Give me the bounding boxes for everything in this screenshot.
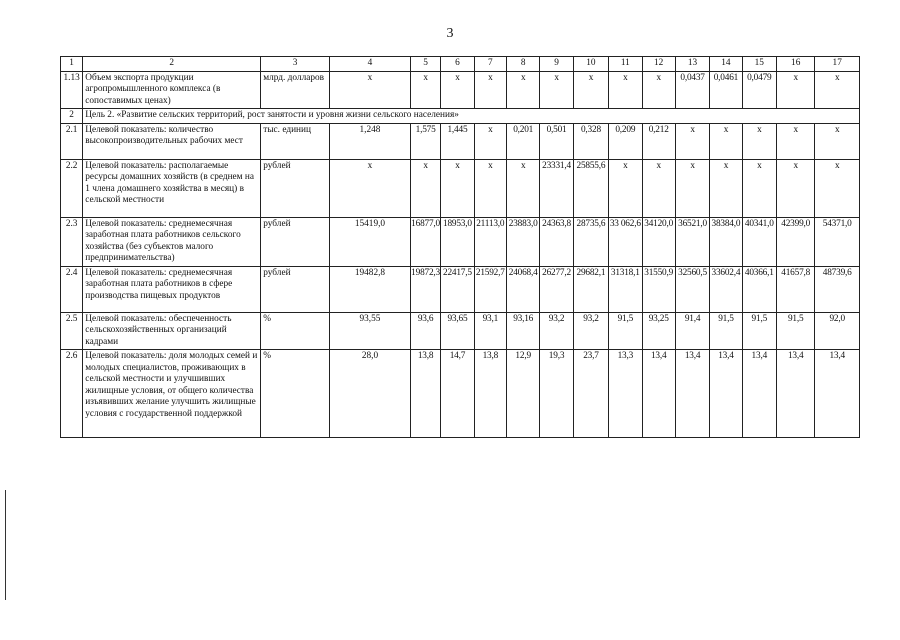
- unit: рублей: [261, 266, 330, 312]
- value-cell: x: [410, 159, 440, 217]
- value-cell: x: [573, 71, 608, 109]
- header-cell: 2: [83, 57, 261, 72]
- unit: рублей: [261, 217, 330, 266]
- row-index: 2.5: [61, 312, 83, 350]
- indicator-name: Целевой показатель: обеспеченность сельскохозяйственных организаций кадрами: [83, 312, 261, 350]
- value-cell: 93,16: [506, 312, 539, 350]
- value-cell: x: [330, 159, 411, 217]
- value-cell: 91,5: [710, 312, 742, 350]
- value-cell: x: [815, 159, 860, 217]
- value-cell: 93,25: [642, 312, 675, 350]
- value-cell: 19872,3: [410, 266, 440, 312]
- value-cell: 0,209: [609, 123, 642, 159]
- value-cell: x: [609, 71, 642, 109]
- value-cell: 13,8: [474, 350, 506, 438]
- value-cell: 33 062,6: [609, 217, 642, 266]
- row-index: 2.2: [61, 159, 83, 217]
- value-cell: 40341,0: [742, 217, 776, 266]
- value-cell: 0,212: [642, 123, 675, 159]
- table-row: [61, 312, 860, 350]
- value-cell: 13,4: [710, 350, 742, 438]
- value-cell: 13,8: [410, 350, 440, 438]
- value-cell: x: [642, 71, 675, 109]
- value-cell: 93,65: [441, 312, 474, 350]
- value-cell: 93,55: [330, 312, 411, 350]
- row-index: 2: [61, 109, 83, 124]
- value-cell: 0,0437: [675, 71, 709, 109]
- header-cell: 14: [710, 57, 742, 72]
- table-row: [61, 350, 860, 438]
- value-cell: 25855,6: [573, 159, 608, 217]
- header-cell: 6: [441, 57, 474, 72]
- value-cell: 48739,6: [815, 266, 860, 312]
- row-index: 2.1: [61, 123, 83, 159]
- value-cell: x: [815, 123, 860, 159]
- goal-title: Цель 2. «Развитие сельских территорий, рост занятости и уровня жизни сельского населения»: [83, 109, 860, 124]
- value-cell: 1,248: [330, 123, 411, 159]
- value-cell: 26277,2: [540, 266, 573, 312]
- indicator-name: Целевой показатель: располагаемые ресурсы домашних хозяйств (в среднем на 1 члена домашнего хозяйства в месяц) в сельской местности: [83, 159, 261, 217]
- value-cell: 32560,5: [675, 266, 709, 312]
- header-cell: 5: [410, 57, 440, 72]
- table-body: [61, 57, 860, 438]
- value-cell: 22417,5: [441, 266, 474, 312]
- value-cell: 15419,0: [330, 217, 411, 266]
- value-cell: 33602,4: [710, 266, 742, 312]
- indicators-table: [60, 56, 860, 438]
- value-cell: 1,445: [441, 123, 474, 159]
- value-cell: 21113,0: [474, 217, 506, 266]
- value-cell: 19482,8: [330, 266, 411, 312]
- value-cell: 40366,1: [742, 266, 776, 312]
- header-cell: 4: [330, 57, 411, 72]
- value-cell: x: [710, 123, 742, 159]
- value-cell: x: [776, 71, 814, 109]
- value-cell: 19,3: [540, 350, 573, 438]
- header-cell: 15: [742, 57, 776, 72]
- header-cell: 7: [474, 57, 506, 72]
- header-cell: 1: [61, 57, 83, 72]
- value-cell: 93,2: [573, 312, 608, 350]
- value-cell: 0,0479: [742, 71, 776, 109]
- table-row: [61, 159, 860, 217]
- value-cell: 23883,0: [506, 217, 539, 266]
- indicator-name: Целевой показатель: доля молодых семей и молодых специалистов, проживающих в сельской местности и улучшивших жилищные условия, от общего количества изъявивших желание улучшить жилищные условия с государственной поддержкой: [83, 350, 261, 438]
- scan-edge-line: [5, 490, 6, 600]
- value-cell: 14,7: [441, 350, 474, 438]
- value-cell: x: [675, 123, 709, 159]
- indicator-name: Целевой показатель: количество высокопроизводительных рабочих мест: [83, 123, 261, 159]
- indicator-name: Целевой показатель: среднемесячная заработная плата работников сельского хозяйства (без субъектов малого предпринимательства): [83, 217, 261, 266]
- value-cell: 0,0461: [710, 71, 742, 109]
- header-row: [61, 57, 860, 72]
- value-cell: 23,7: [573, 350, 608, 438]
- value-cell: 0,201: [506, 123, 539, 159]
- header-cell: 9: [540, 57, 573, 72]
- unit: %: [261, 350, 330, 438]
- row-index: 1.13: [61, 71, 83, 109]
- value-cell: 93,2: [540, 312, 573, 350]
- table-row: [61, 71, 860, 109]
- value-cell: 24363,8: [540, 217, 573, 266]
- value-cell: 12,9: [506, 350, 539, 438]
- row-index: 2.4: [61, 266, 83, 312]
- value-cell: 13,4: [742, 350, 776, 438]
- table-row: [61, 217, 860, 266]
- value-cell: 54371,0: [815, 217, 860, 266]
- table-row: [61, 266, 860, 312]
- page-number: 3: [446, 26, 454, 41]
- value-cell: 23331,4: [540, 159, 573, 217]
- value-cell: 0,501: [540, 123, 573, 159]
- value-cell: 93,1: [474, 312, 506, 350]
- value-cell: x: [330, 71, 411, 109]
- header-cell: 13: [675, 57, 709, 72]
- unit: тыс. единиц: [261, 123, 330, 159]
- value-cell: 16877,0: [410, 217, 440, 266]
- table-row: [61, 123, 860, 159]
- value-cell: 92,0: [815, 312, 860, 350]
- value-cell: x: [815, 71, 860, 109]
- value-cell: x: [675, 159, 709, 217]
- value-cell: 28,0: [330, 350, 411, 438]
- value-cell: x: [410, 71, 440, 109]
- value-cell: 13,4: [815, 350, 860, 438]
- value-cell: 0,328: [573, 123, 608, 159]
- value-cell: 31318,1: [609, 266, 642, 312]
- value-cell: x: [474, 123, 506, 159]
- value-cell: 13,4: [675, 350, 709, 438]
- value-cell: x: [742, 123, 776, 159]
- value-cell: x: [441, 71, 474, 109]
- unit: млрд. долларов: [261, 71, 330, 109]
- value-cell: 91,4: [675, 312, 709, 350]
- value-cell: x: [776, 159, 814, 217]
- goal-row: [61, 109, 860, 124]
- value-cell: 93,6: [410, 312, 440, 350]
- value-cell: 91,5: [609, 312, 642, 350]
- value-cell: x: [506, 159, 539, 217]
- value-cell: 31550,9: [642, 266, 675, 312]
- row-index: 2.3: [61, 217, 83, 266]
- header-cell: 8: [506, 57, 539, 72]
- value-cell: x: [441, 159, 474, 217]
- value-cell: 24068,4: [506, 266, 539, 312]
- header-cell: 17: [815, 57, 860, 72]
- header-cell: 3: [261, 57, 330, 72]
- value-cell: 91,5: [776, 312, 814, 350]
- header-cell: 11: [609, 57, 642, 72]
- unit: рублей: [261, 159, 330, 217]
- value-cell: x: [540, 71, 573, 109]
- unit: %: [261, 312, 330, 350]
- indicator-name: Объем экспорта продукции агропромышленного комплекса (в сопоставимых ценах): [83, 71, 261, 109]
- indicator-name: Целевой показатель: среднемесячная заработная плата работников в сфере производства пищевых продуктов: [83, 266, 261, 312]
- header-cell: 12: [642, 57, 675, 72]
- value-cell: 41657,8: [776, 266, 814, 312]
- value-cell: 13,4: [642, 350, 675, 438]
- value-cell: x: [506, 71, 539, 109]
- value-cell: 1,575: [410, 123, 440, 159]
- value-cell: x: [474, 71, 506, 109]
- value-cell: 36521,0: [675, 217, 709, 266]
- value-cell: x: [642, 159, 675, 217]
- value-cell: x: [474, 159, 506, 217]
- value-cell: 13,4: [776, 350, 814, 438]
- value-cell: x: [609, 159, 642, 217]
- row-index: 2.6: [61, 350, 83, 438]
- value-cell: x: [742, 159, 776, 217]
- value-cell: 91,5: [742, 312, 776, 350]
- value-cell: 38384,0: [710, 217, 742, 266]
- value-cell: 28735,6: [573, 217, 608, 266]
- value-cell: x: [776, 123, 814, 159]
- header-cell: 16: [776, 57, 814, 72]
- header-cell: 10: [573, 57, 608, 72]
- value-cell: 21592,7: [474, 266, 506, 312]
- value-cell: 18953,0: [441, 217, 474, 266]
- value-cell: 42399,0: [776, 217, 814, 266]
- value-cell: 29682,1: [573, 266, 608, 312]
- value-cell: x: [710, 159, 742, 217]
- value-cell: 34120,0: [642, 217, 675, 266]
- value-cell: 13,3: [609, 350, 642, 438]
